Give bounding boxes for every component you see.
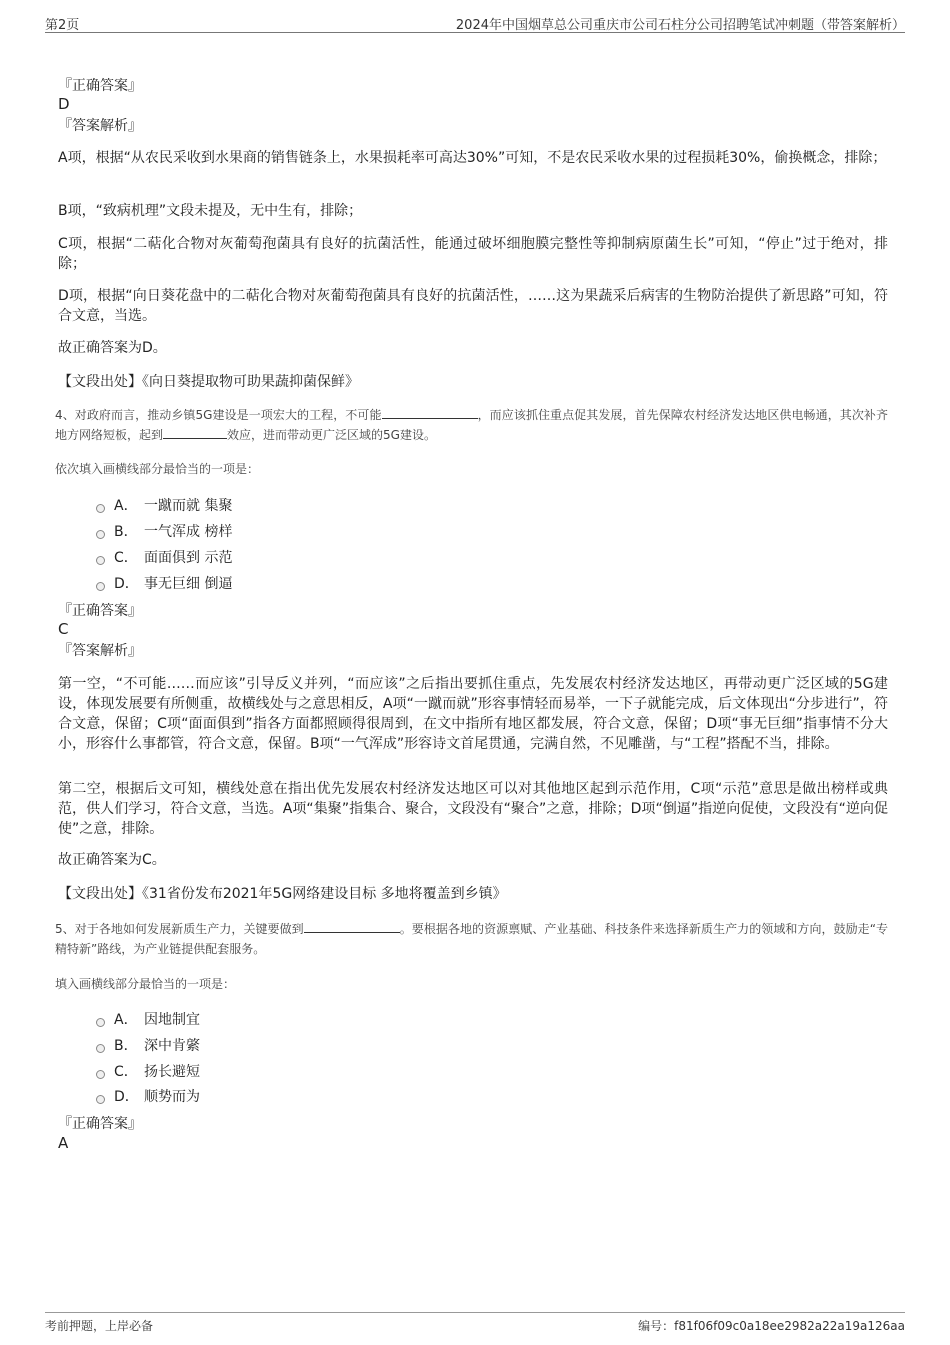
q4-option-a[interactable] xyxy=(96,494,232,516)
q4-stem-text-2: ，而应该抓住重点促其发展，首先保障农村经济发达地区供电畅通，其次补齐地方网络短板，起到 xyxy=(55,408,888,442)
footer-slogan: 考前押题，上岸必备 xyxy=(45,1319,154,1333)
q4-analysis-label: 『答案解析』 xyxy=(58,643,142,659)
q5-stem xyxy=(55,919,888,959)
q4-stem xyxy=(55,405,888,445)
q4-option-d[interactable] xyxy=(96,572,232,594)
page-number: 第2页 xyxy=(45,18,80,33)
q3-analysis-c: C项，根据“二萜化合物对灰葡萄孢菌具有良好的抗菌活性，能通过破坏细胞膜完整性等抑制病原菌生长”可知，“停止”过于绝对，排除； xyxy=(58,236,888,272)
q3-analysis-label: 『答案解析』 xyxy=(58,118,142,134)
q5-blank xyxy=(304,920,400,933)
q5-option-d[interactable] xyxy=(96,1085,200,1107)
q4-stem-text-1: 4、对政府而言，推动乡镇5G建设是一项宏大的工程，不可能 xyxy=(55,408,382,422)
radio-icon[interactable] xyxy=(96,504,105,513)
q4-answer: C xyxy=(58,620,69,638)
page-header xyxy=(45,12,905,33)
q4-blank-2 xyxy=(163,426,227,439)
option-text: 事无巨细 倒逼 xyxy=(144,576,233,592)
option-text: 扬长避短 xyxy=(144,1064,200,1080)
page-footer xyxy=(45,1312,905,1335)
q4-analysis-2: 第二空，根据后文可知，横线处意在指出优先发展农村经济发达地区可以对其他地区起到示范作用，C项“示范”意思是做出榜样或典范，供人们学习，符合文意，当选。A项“集聚”指集合、聚合，文段没有“聚合”之意，排除；D项“倒逼”指逆向促使，文段没有“逆向促使”之意，排除。 xyxy=(58,781,888,837)
radio-icon[interactable] xyxy=(96,530,105,539)
q4-blank-1 xyxy=(382,406,478,419)
q5-stem-text-2: 。要根据各地的资源禀赋、产业基础、科技条件来选择新质生产力的领域和方向，鼓励走“专精特新”路线，为产业链提供配套服务。 xyxy=(55,922,888,956)
radio-icon[interactable] xyxy=(96,1095,105,1104)
radio-icon[interactable] xyxy=(96,582,105,591)
q4-option-c[interactable] xyxy=(96,546,232,568)
option-letter: B． xyxy=(114,524,138,540)
q5-answer-label: 『正确答案』 xyxy=(58,1116,142,1132)
option-letter: A． xyxy=(114,498,138,514)
option-letter: C． xyxy=(114,550,138,566)
radio-icon[interactable] xyxy=(96,1018,105,1027)
option-text: 顺势而为 xyxy=(144,1089,200,1105)
option-text: 因地制宜 xyxy=(144,1012,200,1028)
q3-source: 【文段出处】《向日葵提取物可助果蔬抑菌保鲜》 xyxy=(58,374,359,390)
q3-analysis-a: A项，根据“从农民采收到水果商的销售链条上，水果损耗率可高达30%”可知，不是农民采收水果的过程损耗30%，偷换概念，排除； xyxy=(58,150,887,166)
option-text: 深中肯綮 xyxy=(144,1038,200,1054)
option-text: 一蹴而就 集聚 xyxy=(144,498,233,514)
q3-analysis-d: D项，根据“向日葵花盘中的二萜化合物对灰葡萄孢菌具有良好的抗菌活性，……这为果蔬采后病害的生物防治提供了新思路”可知，符合文意，当选。 xyxy=(58,288,888,324)
q5-option-a[interactable] xyxy=(96,1008,200,1030)
q3-analysis-b: B项，“致病机理”文段未提及，无中生有，排除； xyxy=(58,203,363,219)
q4-analysis-1: 第一空，“不可能……而应该”引导反义并列，“而应该”之后指出要抓住重点，先发展农村经济发达地区，再带动更广泛区域的5G建设，体现发展要有所侧重，故横线处与之意思相反，A项“一蹴而就”形容事情轻而易举，一下子就能完成，后文体现出“分步进行”，符合文意，保留；C项“面面俱到”指各方面都照顾得很周到，在文中指所有地区都发展，符合文意，保留；D项“事无巨细”指事情不分大小，形容什么事都管，符合文意，保留。B项“一气浑成”形容诗文首尾贯通，完满自然，不见雕凿，与“工程”搭配不当，排除。 xyxy=(58,676,888,752)
radio-icon[interactable] xyxy=(96,1044,105,1053)
q4-source: 【文段出处】《31省份发布2021年5G网络建设目标 多地将覆盖到乡镇》 xyxy=(58,886,507,902)
option-letter: B． xyxy=(114,1038,138,1054)
document-title: 2024年中国烟草总公司重庆市公司石柱分公司招聘笔试冲刺题（带答案解析） xyxy=(455,18,905,33)
q3-answer: D xyxy=(58,95,70,113)
q3-conclusion: 故正确答案为D。 xyxy=(58,340,167,356)
q4-option-b[interactable] xyxy=(96,520,232,542)
option-letter: D． xyxy=(114,1089,139,1105)
radio-icon[interactable] xyxy=(96,1070,105,1079)
q5-option-b[interactable] xyxy=(96,1034,200,1056)
document-id: 编号：f81f06f09c0a18ee2982a22a19a126aa xyxy=(638,1319,905,1333)
q4-stem-text-3: 效应，进而带动更广泛区域的5G建设。 xyxy=(227,428,436,442)
q5-answer: A xyxy=(58,1134,69,1152)
q5-option-c[interactable] xyxy=(96,1060,200,1082)
q5-prompt: 填入画横线部分最恰当的一项是： xyxy=(55,977,236,991)
q5-stem-text-1: 5、对于各地如何发展新质生产力，关键要做到 xyxy=(55,922,304,936)
q3-answer-label: 『正确答案』 xyxy=(58,78,142,94)
q4-answer-label: 『正确答案』 xyxy=(58,603,142,619)
radio-icon[interactable] xyxy=(96,556,105,565)
q4-prompt: 依次填入画横线部分最恰当的一项是： xyxy=(55,462,260,476)
option-letter: D． xyxy=(114,576,139,592)
option-text: 面面俱到 示范 xyxy=(144,550,233,566)
option-text: 一气浑成 榜样 xyxy=(144,524,233,540)
option-letter: A． xyxy=(114,1012,138,1028)
option-letter: C． xyxy=(114,1064,138,1080)
q4-conclusion: 故正确答案为C。 xyxy=(58,852,166,868)
